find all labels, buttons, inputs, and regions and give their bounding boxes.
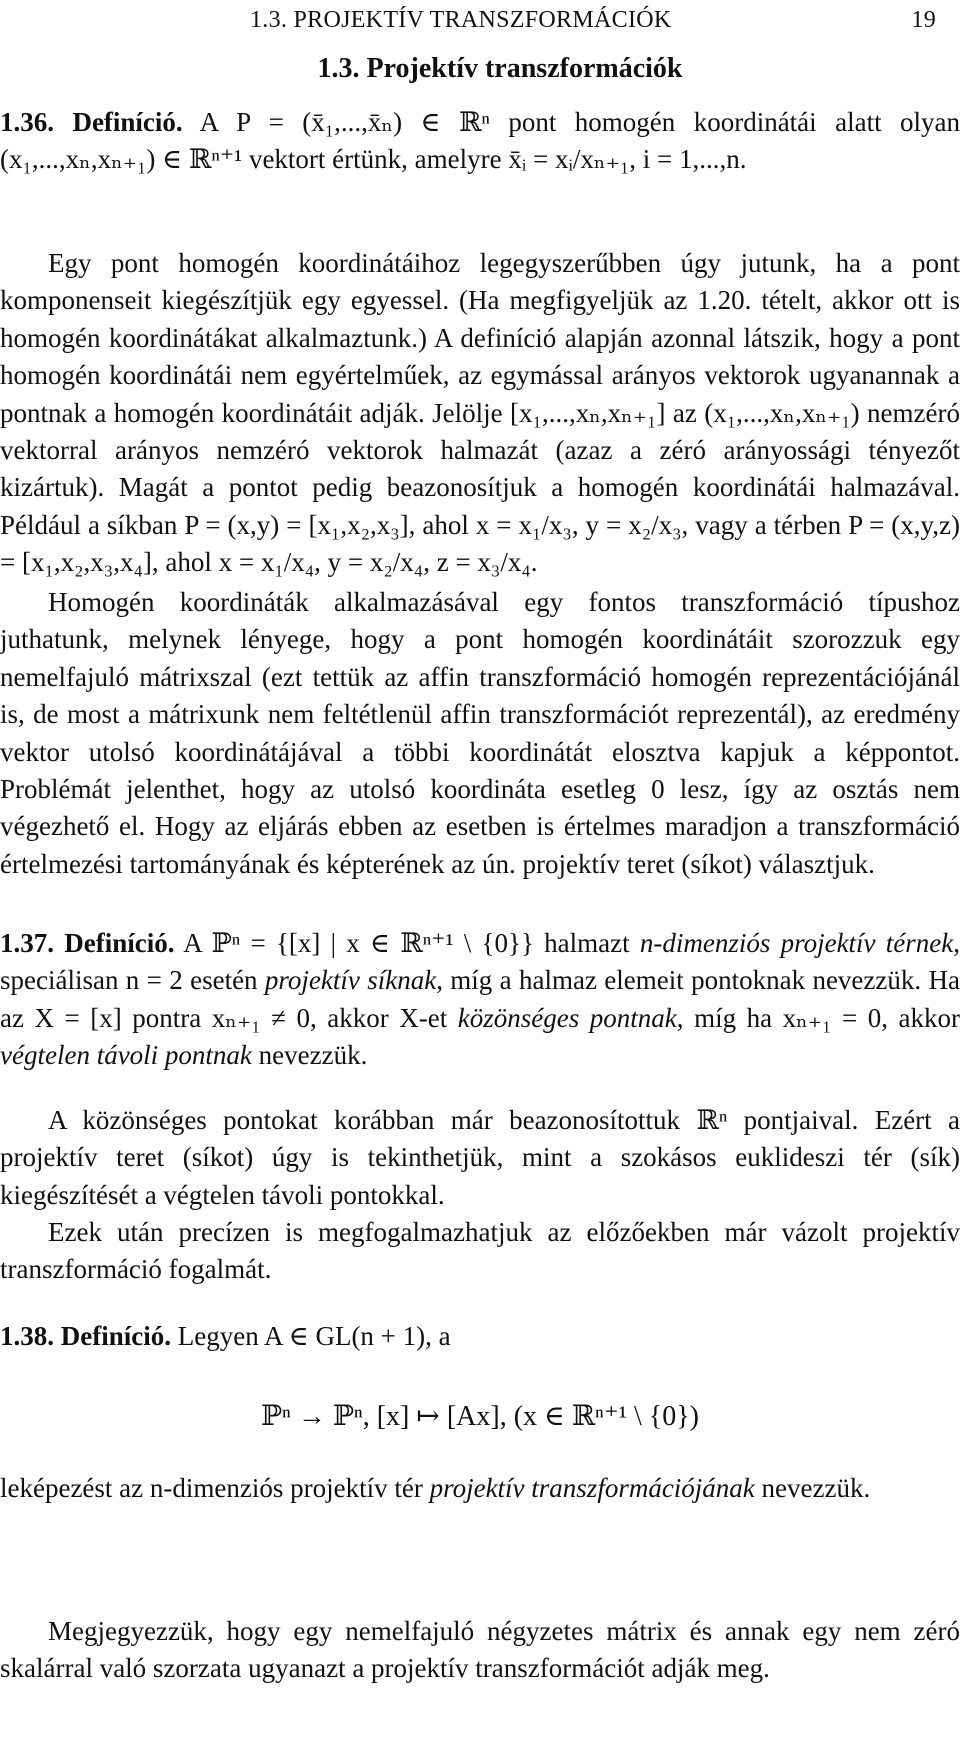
paragraph-text: Egy pont homogén koordinátáihoz legegyszerűbben úgy jutunk, ha a pont komponenseit kiegészítjük egy egyessel. (Ha megfigyeljük az 1.20. tételt, akkor ott is homogén koordinátákat alkalmaztunk.) A definíció alapján azonnal látszik, hogy a pont homogén koordinátái nem egyértelműek, az egymással arányos vektorok ugyanannak a pontnak a homogén koordinátáit adják. Jelölje [x₁,...,xₙ,xₙ₊₁] az (x₁,...,xₙ,xₙ₊₁) nemzéró vektorral arányos nemzéró vektorok halmazát (azaz a zéró arányossági tényezőt kizártuk). Magát a pontot pedig beazonosítjuk a homogén koordinátái halmazával. Például a síkban P = (x,y) = [x₁,x₂,x₃], ahol x = x₁/x₃, y = x₂/x₃, vagy a térben P = (x,y,z) = [x₁,x₂,x₃,x₄], ahol x = x₁/x₄, y = x₂/x₄, z = x₃/x₄.: [0, 248, 960, 578]
definition-label: 1.36. Definíció.: [0, 107, 183, 137]
term-ordinary-point: közönséges pontnak: [457, 1002, 677, 1033]
definition-text-e: nevezzük.: [251, 1040, 368, 1071]
term-projective-transformation: projektív transzformációjának: [429, 1473, 755, 1503]
paragraph-ordinary-points: [0, 1102, 960, 1214]
definition-text-b: , speciálisan n = 2 esetén: [0, 928, 960, 996]
paragraph-remark: [0, 1613, 960, 1688]
paragraph-text: A közönséges pontokat korábban már beazonosítottuk ℝⁿ pontjaival. Ezért a projektív teret (síkot) úgy is tekinthetjük, mint a szokásos euklideszi tér (sík) kiegészítését a végtelen távoli pontokkal.: [0, 1105, 960, 1210]
page-number: 19: [911, 7, 936, 33]
section-title: 1.3. Projektív transzformációk: [317, 53, 683, 84]
definition-label: 1.37. Definíció.: [0, 928, 175, 958]
paragraph-text: Homogén koordináták alkalmazásával egy fontos transzformáció típushoz juthatunk, melynek lényege, hogy a pont homogén koordinátáit szorozzuk egy nemelfajuló mátrixszal (ezt tettük az affin transzformáció homogén reprezentációjánál is, de most a mátrixunk nem feltétlenül affin transzformációt reprezentál), az eredmény vektor utolsó koordinátájával a többi koordinátát elosztva kapjuk a képpontot. Problémát jelenthet, hogy az utolsó koordináta esetleg 0 lesz, így az osztás nem végezhető el. Hogy az eljárás ebben az esetben is értelmes maradjon a transzformáció értelmezési tartományának és képterének az ún. projektív teret (síkot) választjuk.: [0, 587, 960, 879]
definition-1-38: [0, 1318, 960, 1355]
term-point-at-infinity: végtelen távoli pontnak: [0, 1040, 252, 1071]
paragraph-text: Megjegyezzük, hogy egy nemelfajuló négyzetes mátrix és annak egy nem zéró skalárral való szorzata ugyanazt a projektív transzformációt adják meg.: [0, 1616, 960, 1684]
running-title: 1.3. PROJEKTÍV TRANSZFORMÁCIÓK: [250, 7, 672, 33]
definition-text: A P = (x̄₁,...,x̄ₙ) ∈ ℝⁿ pont homogén koordinátái alatt olyan (x₁,...,xₙ,xₙ₊₁) ∈ ℝⁿ⁺¹ vektort értünk, amelyre x̄ᵢ = xᵢ/xₙ₊₁, i = 1,...,n.: [0, 107, 960, 175]
continuation-text-a: leképezést az n-dimenziós projektív tér: [0, 1473, 430, 1503]
term-projective-plane: projektív síknak: [264, 965, 437, 996]
display-formula: ℙⁿ → ℙⁿ, [x] ↦ [Ax], (x ∈ ℝⁿ⁺¹ \ {0}): [260, 1401, 700, 1432]
paragraph-projective-motivation: [0, 584, 960, 883]
definition-text: Legyen A ∈ GL(n + 1), a: [177, 1321, 451, 1351]
definition-text-d: , míg ha xₙ₊₁ = 0, akkor: [676, 1002, 960, 1033]
definition-label: 1.38. Definíció.: [0, 1321, 171, 1351]
definition-1-37: [0, 925, 960, 1075]
paragraph-homogeneous-intro: [0, 245, 960, 582]
term-projective-space: n-dimenziós projektív térnek: [639, 928, 954, 958]
definition-1-38-continuation: [0, 1470, 960, 1507]
continuation-text-b: nevezzük.: [754, 1473, 871, 1503]
definition-1-36: [0, 104, 960, 179]
paragraph-transition: [0, 1214, 960, 1289]
running-head: [250, 2, 936, 39]
definition-text-c: , míg a halmaz elemeit pontoknak nevezzük. Ha az X = [x] pontra xₙ₊₁ ≠ 0, akkor X-et: [0, 965, 960, 1033]
definition-text-a: A ℙⁿ = {[x] | x ∈ ℝⁿ⁺¹ \ {0}} halmazt: [183, 928, 640, 958]
paragraph-text: Ezek után precízen is megfogalmazhatjuk az előzőekben már vázolt projektív transzformáció fogalmát.: [0, 1217, 960, 1285]
